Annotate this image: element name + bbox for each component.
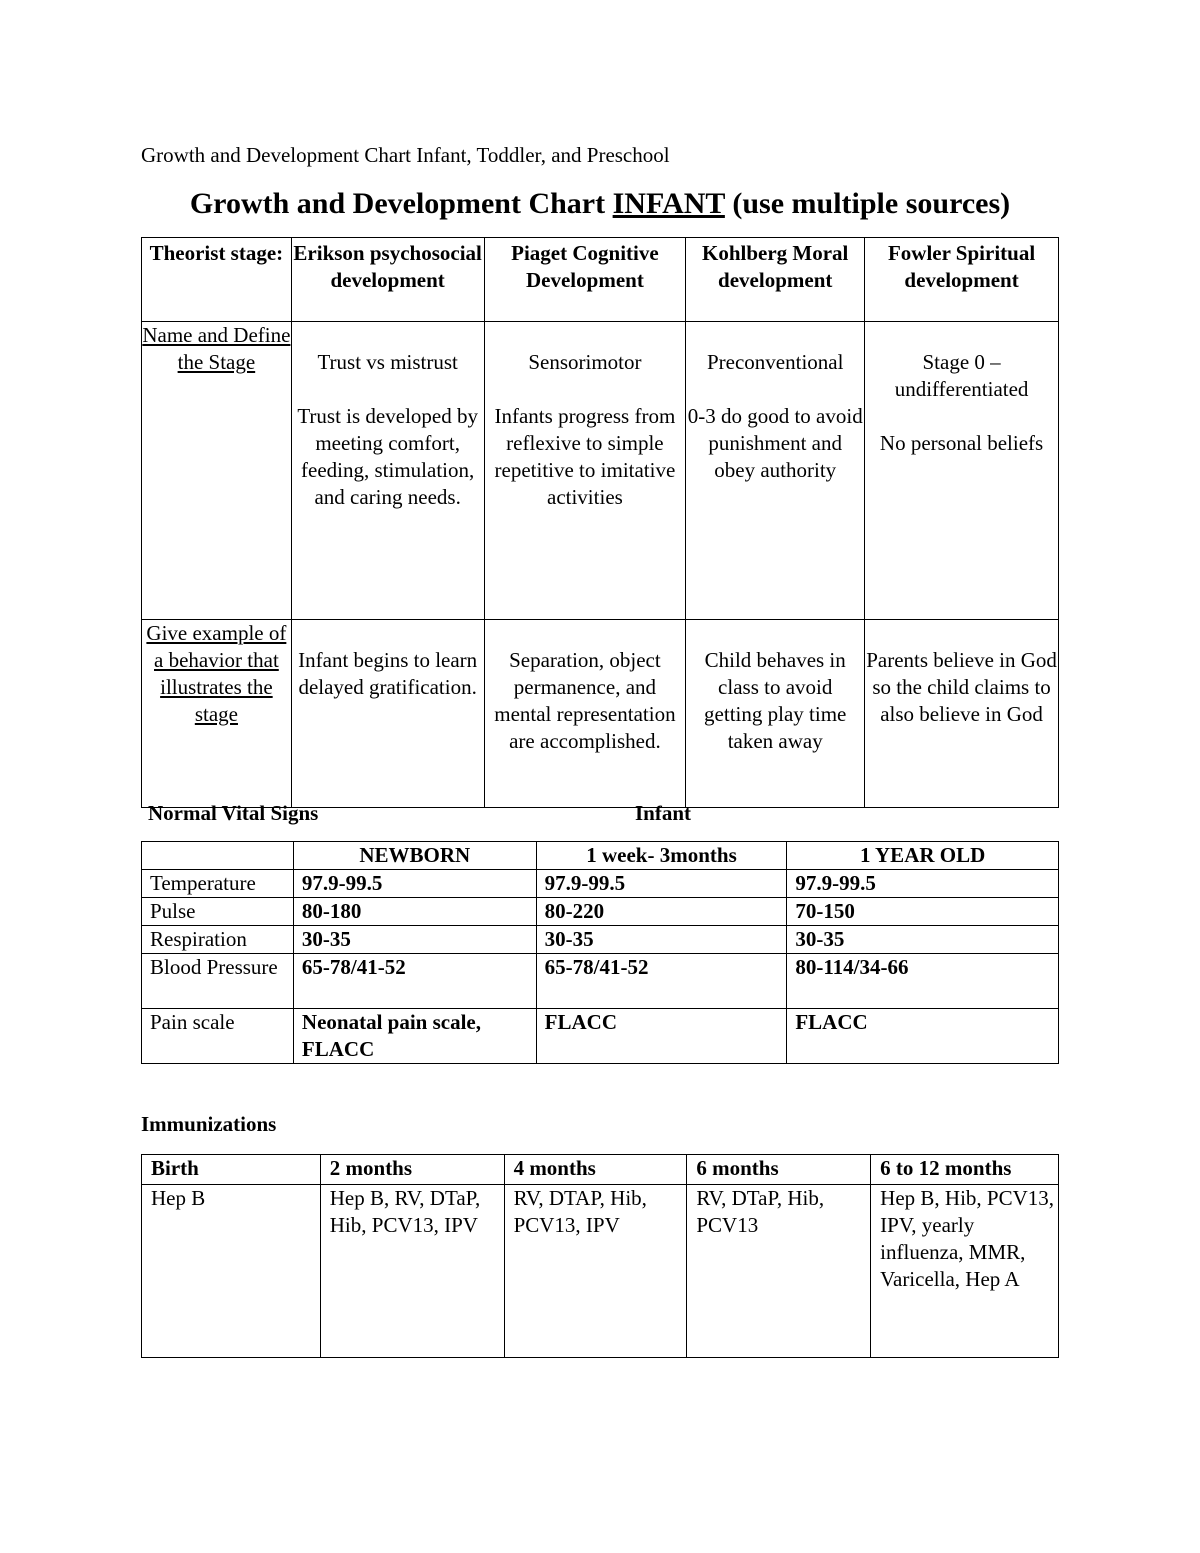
stage-cell: [686, 322, 865, 620]
value-cell: Hep B, Hib, PCV13, IPV, yearly influenza, MMR, Varicella, Hep A: [871, 1185, 1059, 1358]
row-label: Temperature: [142, 870, 294, 898]
header-cell: 2 months: [320, 1155, 504, 1185]
header-cell: Erikson psychosocial development: [291, 238, 484, 322]
stage-cell: [865, 322, 1059, 620]
header-cell: Theorist stage:: [142, 238, 292, 322]
header-cell: [142, 842, 294, 870]
page-title: [0, 187, 1200, 221]
document-header: Growth and Development Chart Infant, Toddler, and Preschool: [141, 143, 670, 167]
stage-definition: Trust is developed by meeting comfort, feeding, stimulation, and caring needs.: [297, 404, 478, 509]
value-cell: 30-35: [536, 926, 787, 954]
stage-name: Stage 0 – undifferentiated: [894, 350, 1029, 401]
header-cell: 4 months: [504, 1155, 687, 1185]
value-cell: 70-150: [787, 898, 1059, 926]
stage-definition: Infants progress from reflexive to simple repetitive to imitative activities: [494, 404, 676, 509]
immunizations-label: Immunizations: [141, 1112, 277, 1136]
header-cell: 6 to 12 months: [871, 1155, 1059, 1185]
table-row: [142, 954, 1059, 1009]
vitals-table: [141, 841, 1059, 1064]
stage-name: Preconventional: [706, 350, 844, 374]
value-cell: Hep B: [142, 1185, 321, 1358]
value-cell: RV, DTaP, Hib, PCV13: [687, 1185, 871, 1358]
vitals-group-label: Infant: [635, 801, 692, 825]
value-cell: Neonatal pain scale, FLACC: [293, 1009, 536, 1064]
table-row: [142, 1009, 1059, 1064]
row-label: Blood Pressure: [142, 954, 294, 1009]
immunizations-table: [141, 1154, 1059, 1358]
title-prefix: Growth and Development Chart: [189, 187, 613, 220]
vitals-header-row: [142, 842, 1059, 870]
immunizations-row: [142, 1185, 1059, 1358]
value-cell: RV, DTAP, Hib, PCV13, IPV: [504, 1185, 687, 1358]
immunizations-header-row: [142, 1155, 1059, 1185]
row-label: Pain scale: [142, 1009, 294, 1064]
theorist-header-row: [142, 238, 1059, 322]
stage-cell: [484, 322, 686, 620]
row-label: Respiration: [142, 926, 294, 954]
stage-name: Sensorimotor: [528, 350, 642, 374]
stage-cell: [291, 322, 484, 620]
theorist-table: [141, 237, 1059, 808]
table-row: [142, 870, 1059, 898]
example-cell: Separation, object permanence, and mental representation are accomplished.: [484, 620, 686, 808]
example-cell: Child behaves in class to avoid getting play time taken away: [686, 620, 865, 808]
value-cell: 30-35: [787, 926, 1059, 954]
value-cell: FLACC: [787, 1009, 1059, 1064]
value-cell: 65-78/41-52: [536, 954, 787, 1009]
table-row: [142, 926, 1059, 954]
stage-name: Trust vs mistrust: [317, 350, 458, 374]
header-cell: 1 week- 3months: [536, 842, 787, 870]
header-cell: Kohlberg Moral development: [686, 238, 865, 322]
row-label: Name and Define the Stage: [142, 322, 292, 620]
header-cell: 1 YEAR OLD: [787, 842, 1059, 870]
value-cell: 80-180: [293, 898, 536, 926]
example-cell: Infant begins to learn delayed gratification.: [291, 620, 484, 808]
header-cell: Birth: [142, 1155, 321, 1185]
vitals-label: Normal Vital Signs: [148, 801, 319, 825]
stage-definition: 0-3 do good to avoid punishment and obey authority: [687, 404, 863, 482]
header-cell: NEWBORN: [293, 842, 536, 870]
title-underlined: INFANT: [612, 187, 725, 220]
name-define-row: [142, 322, 1059, 620]
value-cell: 80-114/34-66: [787, 954, 1059, 1009]
value-cell: 80-220: [536, 898, 787, 926]
example-cell: Parents believe in God so the child claims to also believe in God: [865, 620, 1059, 808]
example-row: [142, 620, 1059, 808]
table-row: [142, 898, 1059, 926]
header-cell: 6 months: [687, 1155, 871, 1185]
stage-definition: No personal beliefs: [879, 431, 1044, 455]
value-cell: 97.9-99.5: [787, 870, 1059, 898]
header-cell: Piaget Cognitive Development: [484, 238, 686, 322]
header-cell: Fowler Spiritual development: [865, 238, 1059, 322]
row-label: Give example of a behavior that illustrates the stage: [142, 620, 292, 808]
value-cell: 97.9-99.5: [536, 870, 787, 898]
value-cell: 97.9-99.5: [293, 870, 536, 898]
value-cell: FLACC: [536, 1009, 787, 1064]
value-cell: 65-78/41-52: [293, 954, 536, 1009]
value-cell: 30-35: [293, 926, 536, 954]
row-label: Pulse: [142, 898, 294, 926]
value-cell: Hep B, RV, DTaP, Hib, PCV13, IPV: [320, 1185, 504, 1358]
title-suffix: (use multiple sources): [724, 187, 1011, 220]
